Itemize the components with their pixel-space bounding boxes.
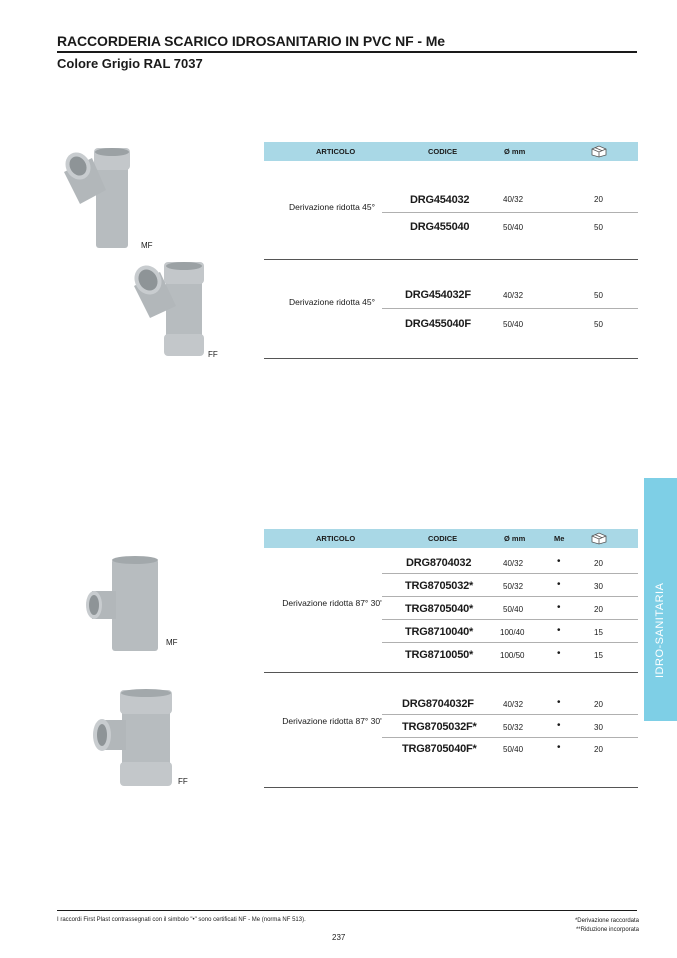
page-subtitle: Colore Grigio RAL 7037: [57, 56, 203, 71]
diameter-value: 40/32: [503, 559, 524, 568]
title-divider: [57, 51, 637, 53]
row-divider: [382, 737, 638, 738]
pipe-45-mf-image: [58, 146, 136, 252]
box-icon: [590, 532, 608, 545]
pipe-45-ff-image: [128, 262, 208, 358]
column-diameter: Ø mm: [504, 534, 526, 543]
diameter-value: 40/32: [503, 291, 524, 300]
page-number: 237: [332, 933, 346, 942]
package-qty: 20: [594, 195, 603, 204]
nf-me-certified-mark: •: [557, 648, 561, 659]
nf-me-certified-mark: •: [557, 579, 561, 590]
column-articolo: ARTICOLO: [316, 147, 356, 156]
column-codice: CODICE: [428, 534, 458, 543]
product-code: TRG8705040F*: [402, 743, 477, 755]
row-divider: [382, 308, 638, 309]
package-qty: 15: [594, 628, 603, 637]
row-divider: [382, 642, 638, 643]
fitting-type-tag: MF: [141, 241, 153, 250]
diameter-value: 50/40: [503, 223, 524, 232]
nf-me-certified-mark: •: [557, 720, 561, 731]
nf-me-certified-mark: •: [557, 602, 561, 613]
column-diameter: Ø mm: [504, 147, 526, 156]
product-code: TRG8710040*: [405, 626, 474, 638]
tee-87-mf-image: [84, 555, 164, 653]
group-divider: [264, 787, 638, 788]
footer-divider: [57, 910, 637, 911]
section-side-tab: [644, 478, 677, 721]
diameter-value: 50/40: [503, 745, 524, 754]
package-qty: 50: [594, 320, 603, 329]
tee-87-ff-image: [92, 688, 174, 788]
diameter-value: 50/40: [503, 605, 524, 614]
diameter-value: 50/32: [503, 582, 524, 591]
group-divider: [264, 259, 638, 260]
package-qty: 20: [594, 605, 603, 614]
article-description: Derivazione ridotta 45°: [288, 297, 376, 307]
footer-legend: [575, 917, 639, 935]
fitting-type-tag: FF: [178, 777, 188, 786]
section-side-tab-label: IDRO-SANITARIA: [654, 582, 666, 678]
legend-double-asterisk: **Riduzione incorporata: [575, 927, 639, 933]
package-qty: 20: [594, 745, 603, 754]
column-codice: CODICE: [428, 147, 458, 156]
diameter-value: 50/40: [503, 320, 524, 329]
nf-me-certified-mark: •: [557, 625, 561, 636]
package-qty: 20: [594, 700, 603, 709]
product-code: TRG8705032F*: [402, 721, 477, 733]
article-description: Derivazione ridotta 87° 30': [282, 716, 382, 726]
row-divider: [382, 596, 638, 597]
group-divider: [264, 358, 638, 359]
diameter-value: 50/32: [503, 723, 524, 732]
diameter-value: 40/32: [503, 195, 524, 204]
fitting-type-tag: MF: [166, 638, 178, 647]
row-divider: [382, 619, 638, 620]
product-code: DRG455040: [410, 221, 470, 233]
package-qty: 30: [594, 582, 603, 591]
diameter-value: 40/32: [503, 700, 524, 709]
legend-asterisk: *Derivazione raccordata: [574, 918, 639, 924]
fitting-type-tag: FF: [208, 350, 218, 359]
row-divider: [382, 573, 638, 574]
table2-header: [264, 529, 638, 548]
package-qty: 50: [594, 291, 603, 300]
page-title: RACCORDERIA SCARICO IDROSANITARIO IN PVC NF - Me: [57, 33, 445, 49]
product-code: DRG8704032F: [402, 698, 474, 710]
certification-note: I raccordi First Plast contrassegnati con il simbolo "•" sono certificati NF - Me (norma NF 513).: [57, 917, 306, 923]
column-me: Me: [554, 534, 565, 543]
package-qty: 15: [594, 651, 603, 660]
product-code: DRG454032F: [405, 289, 471, 301]
nf-me-certified-mark: •: [557, 697, 561, 708]
article-description: Derivazione ridotta 45°: [288, 202, 376, 212]
product-code: DRG8704032: [406, 557, 472, 569]
package-qty: 50: [594, 223, 603, 232]
product-code: TRG8705032*: [405, 580, 474, 592]
row-divider: [382, 212, 638, 213]
nf-me-certified-mark: •: [557, 742, 561, 753]
table1-header: [264, 142, 638, 161]
column-articolo: ARTICOLO: [316, 534, 356, 543]
product-code: TRG8710050*: [405, 649, 474, 661]
diameter-value: 100/50: [500, 651, 525, 660]
product-code: TRG8705040*: [405, 603, 474, 615]
product-code: DRG454032: [410, 194, 470, 206]
box-icon: [590, 145, 608, 158]
article-description: Derivazione ridotta 87° 30': [282, 598, 382, 608]
group-divider: [264, 672, 638, 673]
row-divider: [382, 714, 638, 715]
package-qty: 20: [594, 559, 603, 568]
product-code: DRG455040F: [405, 318, 471, 330]
diameter-value: 100/40: [500, 628, 525, 637]
nf-me-certified-mark: •: [557, 556, 561, 567]
package-qty: 30: [594, 723, 603, 732]
